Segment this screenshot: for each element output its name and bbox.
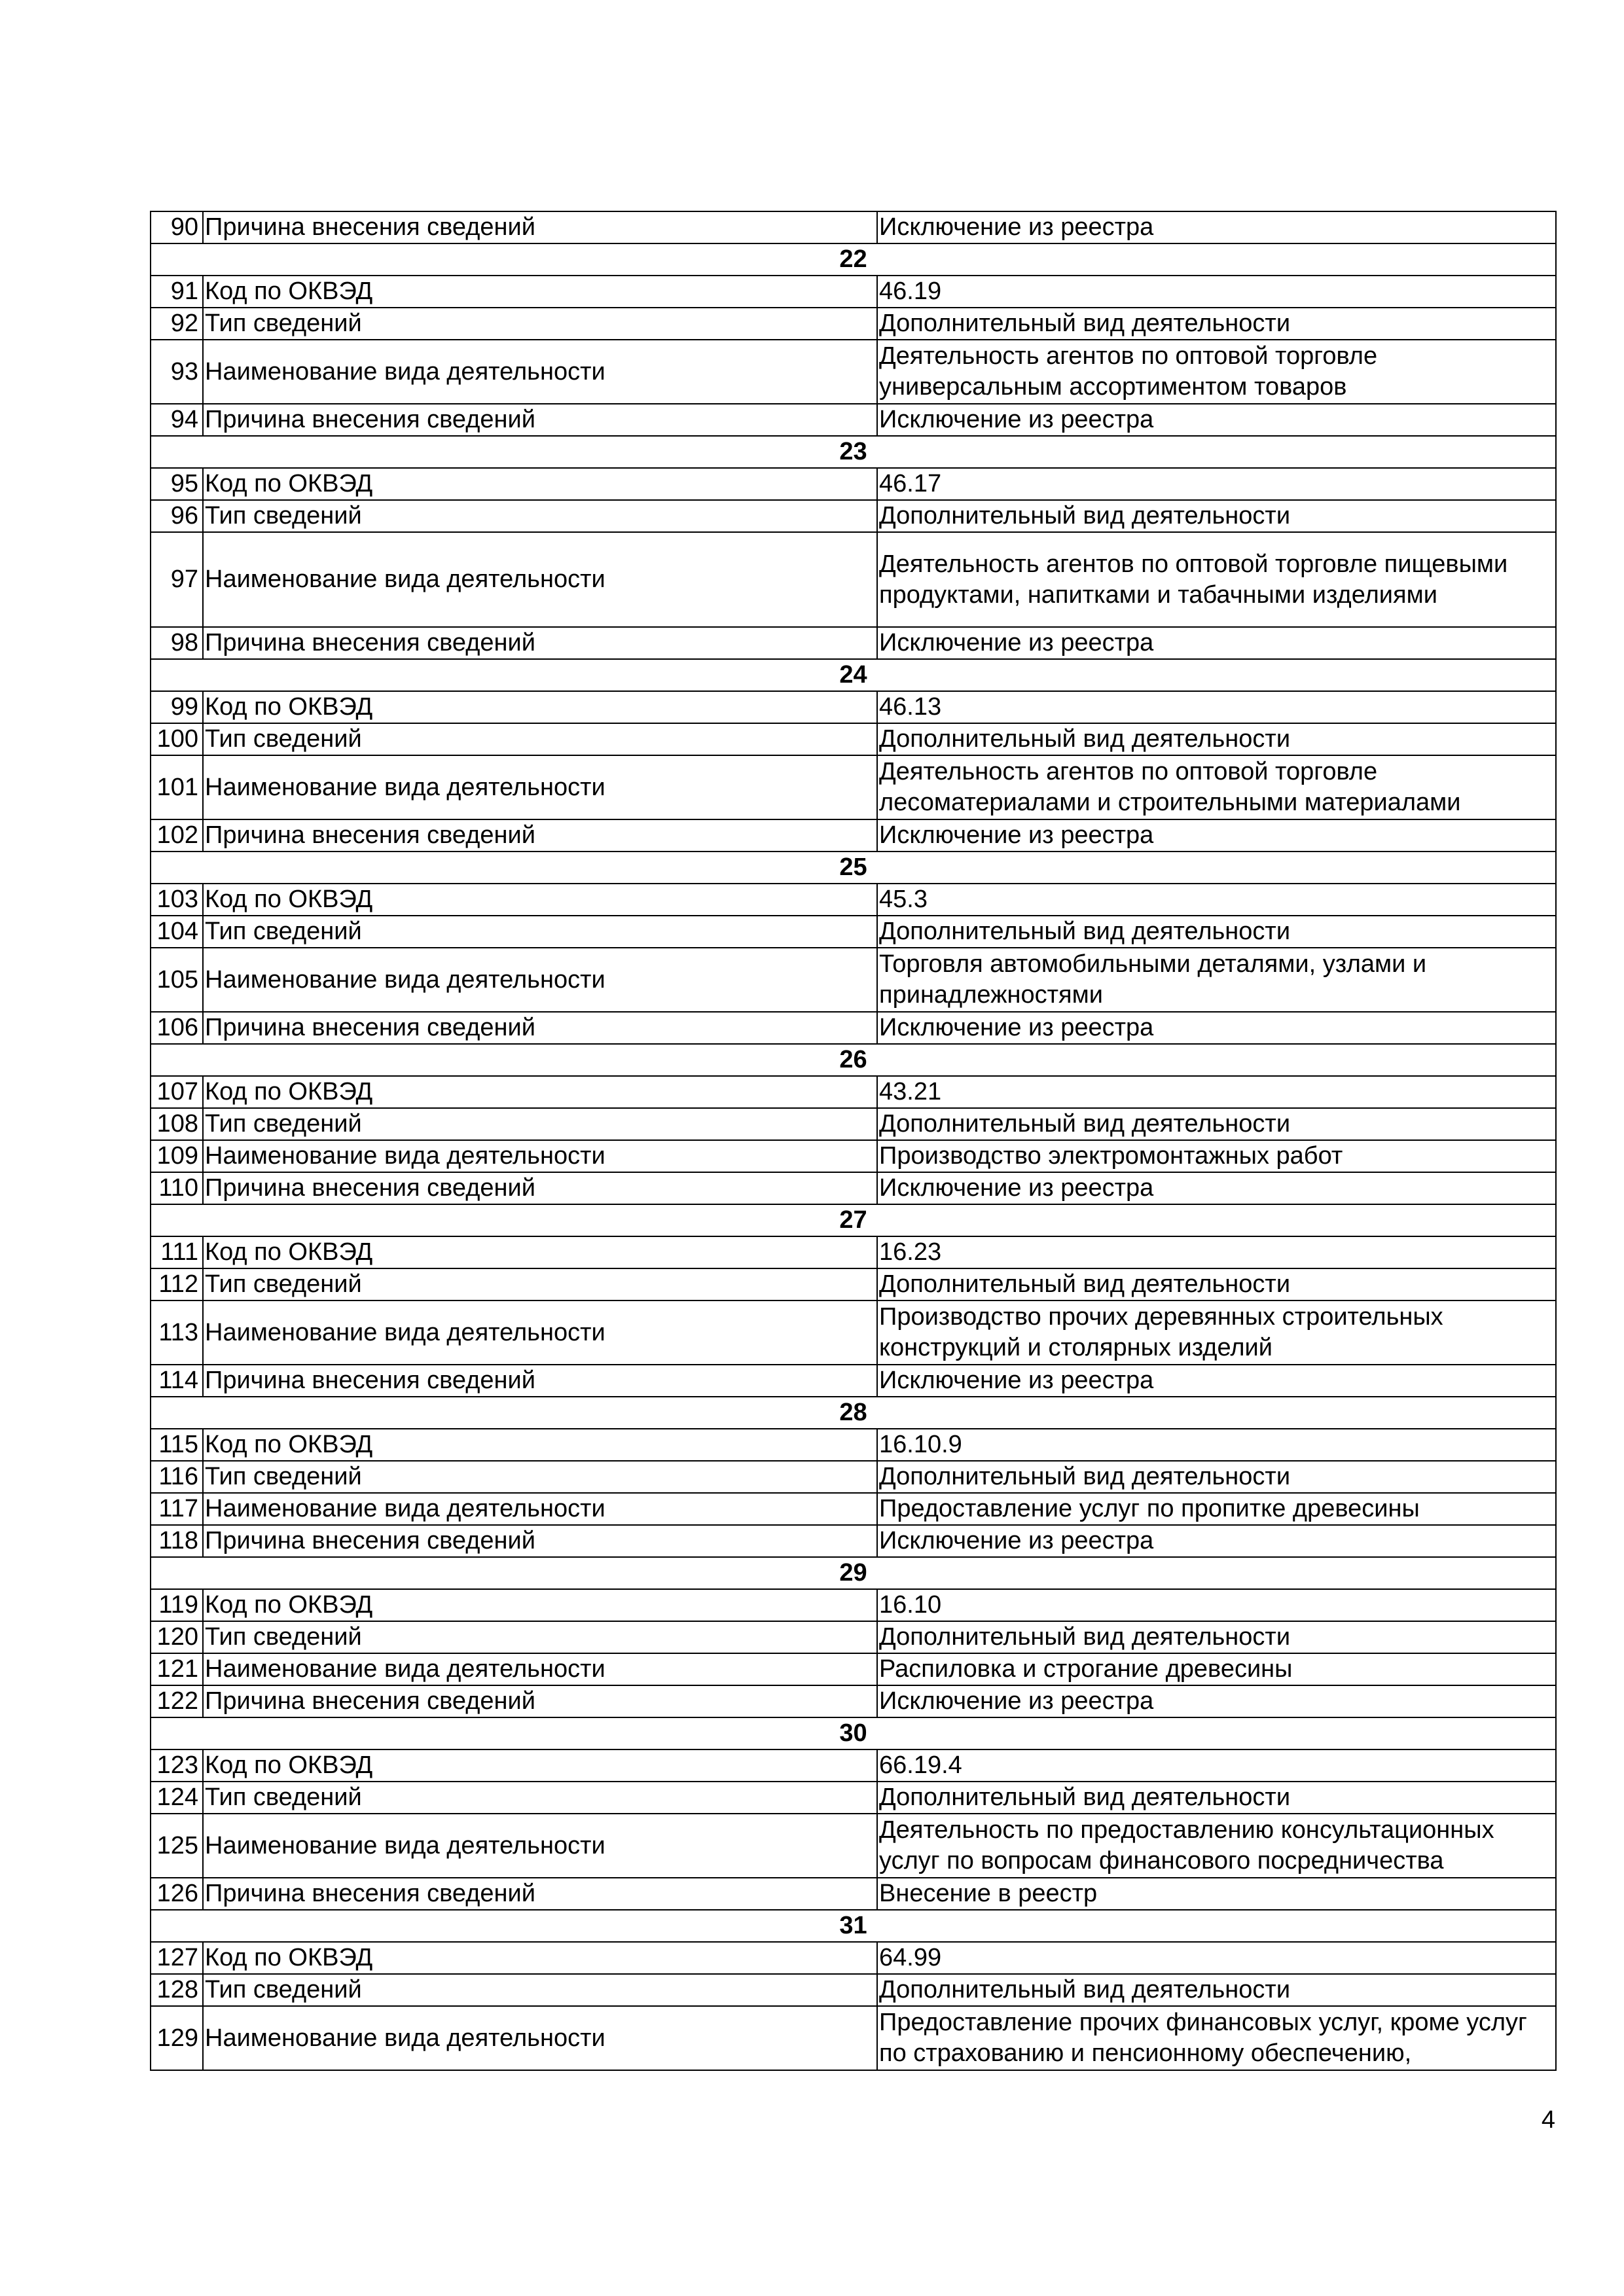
field-value: Производство прочих деревянных строительных конструкций и столярных изделий: [877, 1300, 1556, 1365]
table-row: [151, 627, 1556, 659]
table-row: [151, 819, 1556, 852]
field-label: Наименование вида деятельности: [203, 1653, 877, 1685]
section-header-row: [151, 1397, 1556, 1429]
field-value: 45.3: [877, 884, 1556, 916]
row-number: 111: [151, 1236, 203, 1268]
field-value: 16.23: [877, 1236, 1556, 1268]
section-header-row: [151, 436, 1556, 468]
section-number: 25: [151, 852, 1556, 884]
page-number: 4: [1541, 2106, 1555, 2134]
table-row: [151, 1782, 1556, 1814]
row-number: 113: [151, 1300, 203, 1365]
section-header-row: [151, 1910, 1556, 1942]
section-header-row: [151, 659, 1556, 691]
table-row: [151, 1076, 1556, 1108]
field-label: Наименование вида деятельности: [203, 1814, 877, 1878]
field-value: Исключение из реестра: [877, 1525, 1556, 1557]
field-value: Предоставление услуг по пропитке древесины: [877, 1493, 1556, 1525]
row-number: 112: [151, 1268, 203, 1300]
field-value: Распиловка и строгание древесины: [877, 1653, 1556, 1685]
table-row: [151, 916, 1556, 948]
field-value: Исключение из реестра: [877, 1172, 1556, 1204]
field-value: 46.19: [877, 276, 1556, 308]
table-row: [151, 340, 1556, 404]
table-row: [151, 468, 1556, 500]
field-value: Деятельность агентов по оптовой торговле пищевыми продуктами, напитками и табачными изделиями: [877, 532, 1556, 627]
field-value: Внесение в реестр: [877, 1878, 1556, 1910]
field-value: 16.10: [877, 1589, 1556, 1621]
table-row: [151, 755, 1556, 819]
row-number: 118: [151, 1525, 203, 1557]
row-number: 93: [151, 340, 203, 404]
field-label: Код по ОКВЭД: [203, 468, 877, 500]
table-row: [151, 2006, 1556, 2070]
section-number: 24: [151, 659, 1556, 691]
field-label: Код по ОКВЭД: [203, 1076, 877, 1108]
field-label: Наименование вида деятельности: [203, 755, 877, 819]
field-value: 43.21: [877, 1076, 1556, 1108]
field-value: Деятельность агентов по оптовой торговле лесоматериалами и строительными материалами: [877, 755, 1556, 819]
field-label: Код по ОКВЭД: [203, 1589, 877, 1621]
table-row: [151, 1814, 1556, 1878]
row-number: 95: [151, 468, 203, 500]
field-label: Наименование вида деятельности: [203, 532, 877, 627]
section-header-row: [151, 1204, 1556, 1236]
field-label: Причина внесения сведений: [203, 819, 877, 852]
field-label: Тип сведений: [203, 1461, 877, 1493]
field-value: Торговля автомобильными деталями, узлами и принадлежностями: [877, 948, 1556, 1012]
field-value: Дополнительный вид деятельности: [877, 916, 1556, 948]
row-number: 94: [151, 404, 203, 436]
section-number: 23: [151, 436, 1556, 468]
row-number: 110: [151, 1172, 203, 1204]
section-header-row: [151, 243, 1556, 276]
table-row: [151, 1429, 1556, 1461]
field-value: 66.19.4: [877, 1749, 1556, 1782]
field-label: Тип сведений: [203, 1268, 877, 1300]
field-label: Наименование вида деятельности: [203, 948, 877, 1012]
field-label: Код по ОКВЭД: [203, 1429, 877, 1461]
table-row: [151, 211, 1556, 243]
field-label: Тип сведений: [203, 1621, 877, 1653]
row-number: 106: [151, 1012, 203, 1044]
field-value: 46.13: [877, 691, 1556, 723]
field-label: Тип сведений: [203, 723, 877, 755]
table-row: [151, 1493, 1556, 1525]
field-value: 16.10.9: [877, 1429, 1556, 1461]
row-number: 107: [151, 1076, 203, 1108]
field-value: Деятельность по предоставлению консультационных услуг по вопросам финансового посредничества: [877, 1814, 1556, 1878]
table-row: [151, 884, 1556, 916]
field-label: Тип сведений: [203, 1782, 877, 1814]
table-row: [151, 1108, 1556, 1140]
field-label: Код по ОКВЭД: [203, 1236, 877, 1268]
table-row: [151, 1172, 1556, 1204]
row-number: 124: [151, 1782, 203, 1814]
section-number: 26: [151, 1044, 1556, 1076]
field-value: Дополнительный вид деятельности: [877, 723, 1556, 755]
registry-table: [150, 211, 1557, 2071]
row-number: 109: [151, 1140, 203, 1172]
table-row: [151, 1300, 1556, 1365]
field-label: Наименование вида деятельности: [203, 340, 877, 404]
table-row: [151, 723, 1556, 755]
field-label: Причина внесения сведений: [203, 1685, 877, 1717]
field-label: Причина внесения сведений: [203, 1878, 877, 1910]
table-row: [151, 691, 1556, 723]
row-number: 102: [151, 819, 203, 852]
row-number: 125: [151, 1814, 203, 1878]
section-header-row: [151, 1044, 1556, 1076]
section-number: 30: [151, 1717, 1556, 1749]
section-header-row: [151, 1557, 1556, 1589]
row-number: 126: [151, 1878, 203, 1910]
field-label: Тип сведений: [203, 500, 877, 532]
row-number: 97: [151, 532, 203, 627]
row-number: 120: [151, 1621, 203, 1653]
row-number: 123: [151, 1749, 203, 1782]
row-number: 104: [151, 916, 203, 948]
field-label: Причина внесения сведений: [203, 1525, 877, 1557]
table-row: [151, 1621, 1556, 1653]
field-label: Тип сведений: [203, 308, 877, 340]
field-value: Предоставление прочих финансовых услуг, кроме услуг по страхованию и пенсионному обеспечению,: [877, 2006, 1556, 2070]
row-number: 127: [151, 1942, 203, 1974]
table-row: [151, 1012, 1556, 1044]
field-value: Исключение из реестра: [877, 404, 1556, 436]
table-row: [151, 1974, 1556, 2006]
table-row: [151, 276, 1556, 308]
row-number: 99: [151, 691, 203, 723]
row-number: 90: [151, 211, 203, 243]
row-number: 116: [151, 1461, 203, 1493]
field-value: 64.99: [877, 1942, 1556, 1974]
row-number: 119: [151, 1589, 203, 1621]
field-label: Причина внесения сведений: [203, 404, 877, 436]
table-row: [151, 532, 1556, 627]
section-number: 22: [151, 243, 1556, 276]
field-label: Код по ОКВЭД: [203, 276, 877, 308]
field-value: Исключение из реестра: [877, 627, 1556, 659]
table-row: [151, 1140, 1556, 1172]
field-label: Наименование вида деятельности: [203, 1140, 877, 1172]
table-row: [151, 1685, 1556, 1717]
field-value: Дополнительный вид деятельности: [877, 308, 1556, 340]
field-value: Исключение из реестра: [877, 819, 1556, 852]
field-label: Причина внесения сведений: [203, 1012, 877, 1044]
row-number: 115: [151, 1429, 203, 1461]
row-number: 121: [151, 1653, 203, 1685]
field-value: Дополнительный вид деятельности: [877, 500, 1556, 532]
field-value: Дополнительный вид деятельности: [877, 1461, 1556, 1493]
table-row: [151, 1525, 1556, 1557]
table-row: [151, 1589, 1556, 1621]
table-row: [151, 1268, 1556, 1300]
table-row: [151, 308, 1556, 340]
field-value: Дополнительный вид деятельности: [877, 1268, 1556, 1300]
row-number: 96: [151, 500, 203, 532]
field-label: Причина внесения сведений: [203, 627, 877, 659]
row-number: 91: [151, 276, 203, 308]
field-value: Производство электромонтажных работ: [877, 1140, 1556, 1172]
field-value: Исключение из реестра: [877, 1365, 1556, 1397]
field-label: Причина внесения сведений: [203, 211, 877, 243]
row-number: 128: [151, 1974, 203, 2006]
table-row: [151, 1653, 1556, 1685]
row-number: 122: [151, 1685, 203, 1717]
table-row: [151, 1878, 1556, 1910]
field-label: Код по ОКВЭД: [203, 884, 877, 916]
table-row: [151, 1461, 1556, 1493]
row-number: 114: [151, 1365, 203, 1397]
field-value: Дополнительный вид деятельности: [877, 1108, 1556, 1140]
table-row: [151, 404, 1556, 436]
field-value: Дополнительный вид деятельности: [877, 1974, 1556, 2006]
row-number: 103: [151, 884, 203, 916]
field-label: Тип сведений: [203, 916, 877, 948]
row-number: 105: [151, 948, 203, 1012]
field-label: Наименование вида деятельности: [203, 1493, 877, 1525]
section-number: 29: [151, 1557, 1556, 1589]
field-label: Код по ОКВЭД: [203, 1749, 877, 1782]
field-label: Причина внесения сведений: [203, 1172, 877, 1204]
row-number: 101: [151, 755, 203, 819]
table-row: [151, 1236, 1556, 1268]
row-number: 100: [151, 723, 203, 755]
table-row: [151, 1749, 1556, 1782]
row-number: 129: [151, 2006, 203, 2070]
table-row: [151, 1942, 1556, 1974]
table-row: [151, 948, 1556, 1012]
field-label: Наименование вида деятельности: [203, 2006, 877, 2070]
field-label: Код по ОКВЭД: [203, 1942, 877, 1974]
registry-table-body: [151, 211, 1556, 2070]
section-header-row: [151, 852, 1556, 884]
row-number: 117: [151, 1493, 203, 1525]
field-label: Тип сведений: [203, 1108, 877, 1140]
field-label: Причина внесения сведений: [203, 1365, 877, 1397]
field-value: Дополнительный вид деятельности: [877, 1782, 1556, 1814]
field-value: Исключение из реестра: [877, 1685, 1556, 1717]
field-value: Исключение из реестра: [877, 211, 1556, 243]
row-number: 98: [151, 627, 203, 659]
field-value: Дополнительный вид деятельности: [877, 1621, 1556, 1653]
section-number: 31: [151, 1910, 1556, 1942]
row-number: 92: [151, 308, 203, 340]
field-label: Наименование вида деятельности: [203, 1300, 877, 1365]
row-number: 108: [151, 1108, 203, 1140]
section-header-row: [151, 1717, 1556, 1749]
field-value: 46.17: [877, 468, 1556, 500]
field-value: Деятельность агентов по оптовой торговле универсальным ассортиментом товаров: [877, 340, 1556, 404]
table-row: [151, 1365, 1556, 1397]
table-row: [151, 500, 1556, 532]
section-number: 27: [151, 1204, 1556, 1236]
field-value: Исключение из реестра: [877, 1012, 1556, 1044]
field-label: Код по ОКВЭД: [203, 691, 877, 723]
field-label: Тип сведений: [203, 1974, 877, 2006]
section-number: 28: [151, 1397, 1556, 1429]
